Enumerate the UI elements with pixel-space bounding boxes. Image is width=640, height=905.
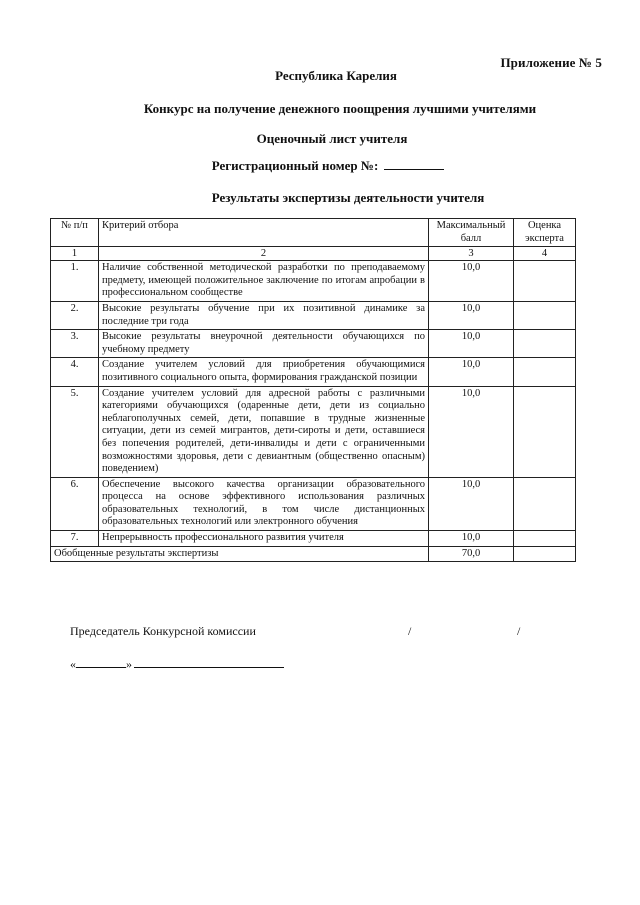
row-max-score: 10,0 [429,386,514,477]
row-num: 1. [51,261,99,302]
date-month-blank [134,657,284,668]
row-criterion: Создание учителем условий для приобретения обучающимися позитивного социального опыта, формирования гражданской позиции [99,358,429,386]
table-row [51,386,576,477]
row-criterion: Наличие собственной методической разработки по преподаваемому предмету, имеющей положительное заключение по итогам апробации в профессиональном сообществе [99,261,429,302]
appendix-label: Приложение № 5 [500,55,602,70]
column-index: 2 [99,247,429,261]
total-expert-score[interactable] [514,546,576,562]
header-criterion: Критерий отбора [99,219,429,247]
row-max-score: 10,0 [429,301,514,329]
table-row [51,531,576,547]
row-expert-score[interactable] [514,301,576,329]
column-index: 1 [51,247,99,261]
row-expert-score[interactable] [514,358,576,386]
header-expert-score: Оценка эксперта [514,219,576,247]
row-max-score: 10,0 [429,477,514,530]
row-max-score: 10,0 [429,330,514,358]
registration-number-blank [384,159,444,170]
row-criterion: Высокие результаты обучение при их позитивной динамике за последние три года [99,301,429,329]
region-title: Республика Карелия [275,68,397,83]
row-expert-score[interactable] [514,261,576,302]
column-index: 3 [429,247,514,261]
row-expert-score[interactable] [514,477,576,530]
table-row [51,261,576,302]
total-label: Обобщенные результаты экспертизы [51,546,429,562]
row-max-score: 10,0 [429,531,514,547]
results-table [50,218,576,562]
date-field [70,657,284,672]
sheet-title: Оценочный лист учителя [256,131,408,146]
row-num: 5. [51,386,99,477]
column-index-row [51,247,576,261]
row-expert-score[interactable] [514,386,576,477]
table-row [51,477,576,530]
row-criterion: Создание учителем условий для адресной работы с различными категориями обучающихся (одаренные дети, дети из социально неблагополучных семей, дети, попавшие в трудные жизненные ситуации, дети из семей мигрантов, дети-сироты и дети, оставшиеся без попечения родителей, дети-инвалиды и дети с ограниченными возможностями здоровья, дети с девиантным (общественно опасным) поведением) [99,386,429,477]
total-row [51,546,576,562]
row-expert-score[interactable] [514,330,576,358]
row-num: 7. [51,531,99,547]
row-criterion: Непрерывность профессионального развития учителя [99,531,429,547]
header-num: № п/п [51,219,99,247]
chair-signature-label: Председатель Конкурсной комиссии [70,624,256,638]
date-open-quote: « [70,657,76,671]
row-max-score: 10,0 [429,358,514,386]
results-title: Результаты экспертизы деятельности учителя [211,190,485,205]
registration-number [8,158,640,174]
row-criterion: Обеспечение высокого качества организации образовательного процесса на основе эффективного использования различных образовательных технологий, в том числе дистанционных образовательных технологий или электронного обучения [99,477,429,530]
total-max-score: 70,0 [429,546,514,562]
contest-title: Конкурс на получение денежного поощрения лучшими учителями [143,101,537,116]
signature-slash: / [408,624,412,638]
row-max-score: 10,0 [429,261,514,302]
date-close-quote: » [126,657,132,671]
row-num: 4. [51,358,99,386]
table-header-row [51,219,576,247]
row-num: 2. [51,301,99,329]
table-row [51,358,576,386]
table-row [51,301,576,329]
table-row [51,330,576,358]
row-expert-score[interactable] [514,531,576,547]
column-index: 4 [514,247,576,261]
registration-number-label: Регистрационный номер №: [211,158,379,173]
row-criterion: Высокие результаты внеурочной деятельности обучающихся по учебному предмету [99,330,429,358]
row-num: 6. [51,477,99,530]
signature-slash: / [517,624,521,638]
date-day-blank [76,657,126,668]
row-num: 3. [51,330,99,358]
header-max-score: Максимальный балл [429,219,514,247]
